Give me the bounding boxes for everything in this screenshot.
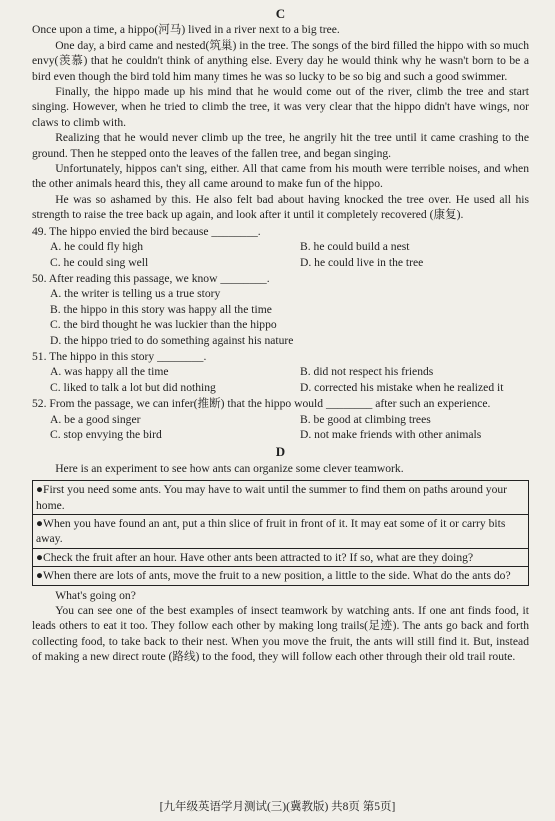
passage-paragraph: Once upon a time, a hippo(河马) lived in a river next to a big tree. <box>32 23 340 37</box>
option-d: D. the hippo tried to do something against his nature <box>50 333 294 347</box>
passage-paragraph: Realizing that he would never climb up the tree, he angrily hit the tree until it came crashing to the ground. Then he stepped onto the leaves of the fallen tree, and began singing. <box>32 131 529 160</box>
question-stem: 50. After reading this passage, we know ________. <box>32 271 270 285</box>
option-b: B. the hippo in this story was happy all the time <box>50 302 272 316</box>
option-a: A. was happy all the time <box>50 365 169 379</box>
experiment-steps-box <box>32 480 529 585</box>
option-a: A. he could fly high <box>50 240 144 254</box>
section-d-paragraph: You can see one of the best examples of insect teamwork by watching ants. If one ant finds food, it leads others to eat it too. They follow each other by making long trails(足迹). The ants go back and forth collecting food, to take back to their nest. When you move the fruit, the ants will still find it. But, instead of making a new direct route (路线) to the food, they will follow each other through their old trail route. <box>32 604 529 664</box>
option-a: A. the writer is telling us a true story <box>50 287 221 301</box>
section-c-heading: C <box>275 6 286 21</box>
option-c: C. liked to talk a lot but did nothing <box>50 380 216 394</box>
page-footer: [九年级英语学月测试(三)(冀教版) 共8页 第5页] <box>159 800 396 813</box>
question-stem: 49. The hippo envied the bird because ________. <box>32 224 261 238</box>
question-stem: 52. From the passage, we can infer(推断) that the hippo would ________ after such an experience. <box>32 397 491 411</box>
option-b: B. did not respect his friends <box>300 365 434 379</box>
question-stem: 51. The hippo in this story ________. <box>32 349 207 363</box>
experiment-step: ●First you need some ants. You may have to wait until the summer to find them on paths around your home. <box>36 483 508 512</box>
section-d-intro: Here is an experiment to see how ants can organize some clever teamwork. <box>55 461 404 475</box>
option-c: C. the bird thought he was luckier than the hippo <box>50 318 277 332</box>
passage-paragraph: Unfortunately, hippos can't sing, either. All that came from his mouth were terrible noises, and when the other animals heard this, they all came around to make fun of the hippo. <box>32 162 529 191</box>
option-d: D. corrected his mistake when he realized it <box>300 380 504 394</box>
passage-paragraph: One day, a bird came and nested(筑巢) in the tree. The songs of the bird filled the hippo with so much envy(羡慕) that he couldn't think of anything else. Every day he would think why he wasn't born to be a bird even though the bird told him many times he was so lucky to be so big and such a good swimmer. <box>32 38 529 83</box>
experiment-step: ●Check the fruit after an hour. Have other ants been attracted to it? If so, what are they doing? <box>33 548 528 566</box>
question-50 <box>32 271 529 348</box>
section-d-heading: D <box>275 444 286 460</box>
option-c: C. he could sing well <box>50 255 149 269</box>
passage-paragraph: He was so ashamed by this. He also felt bad about having knocked the tree over. He used all his strength to raise the tree back up again, and look after it until it completely recovered (康复). <box>32 192 529 222</box>
option-d: D. he could live in the tree <box>300 255 424 269</box>
experiment-step: ●When there are lots of ants, move the fruit to a new position, a little to the side. What do the ants do? <box>33 566 528 584</box>
option-d: D. not make friends with other animals <box>300 427 482 441</box>
option-b: B. he could build a nest <box>300 240 410 254</box>
section-d-question: What's going on? <box>55 588 136 602</box>
option-b: B. be good at climbing trees <box>300 412 431 426</box>
option-c: C. stop envying the bird <box>50 427 162 441</box>
experiment-step: ●When you have found an ant, put a thin slice of fruit in front of it. It may eat some of it or carry bits away. <box>33 514 528 548</box>
passage-paragraph: Finally, the hippo made up his mind that he would come out of the river, climb the tree and start singing. However, when he tried to climb the tree, it was very clear that the hippo didn't have wings, nor claws to climb with. <box>32 85 529 129</box>
option-a: A. be a good singer <box>50 412 141 426</box>
question-51 <box>32 349 529 395</box>
question-49 <box>32 224 529 270</box>
question-52 <box>32 396 529 442</box>
